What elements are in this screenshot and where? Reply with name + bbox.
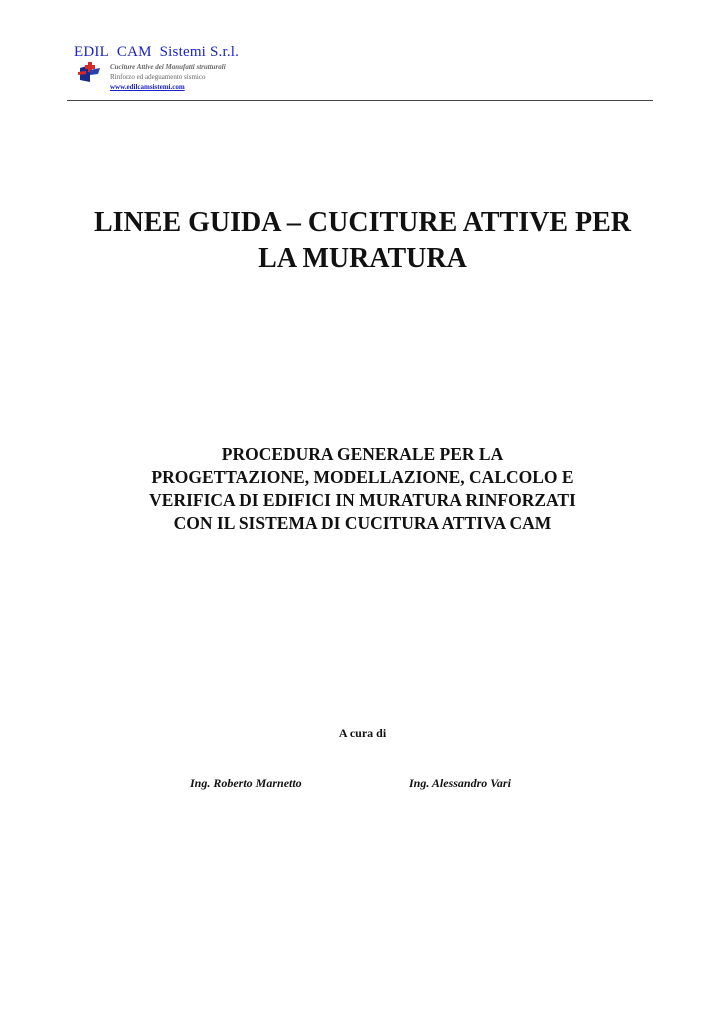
letterhead-details <box>110 62 226 92</box>
edil-cam-logo-icon <box>76 62 102 84</box>
company-word: EDIL <box>74 44 109 60</box>
document-title <box>0 205 725 277</box>
curated-by-label: A cura di <box>338 726 387 740</box>
header-divider <box>67 100 653 101</box>
document-subtitle <box>0 443 725 535</box>
website-link[interactable]: www.edilcamsistemi.com <box>110 83 185 91</box>
subtitle-line: VERIFICA DI EDIFICI IN MURATURA RINFORZATI <box>149 490 576 510</box>
company-word: Sistemi S.r.l. <box>159 44 240 60</box>
subtitle-line: CON IL SISTEMA DI CUCITURA ATTIVA CAM <box>173 513 552 533</box>
title-line: LINEE GUIDA – CUCITURE ATTIVE PER <box>93 207 632 238</box>
letterhead-tagline: Cuciture Attive dei Manufatti strutturali <box>110 63 226 71</box>
author-name: Ing. Alessandro Vari <box>409 776 511 790</box>
company-name <box>74 44 243 61</box>
subtitle-line: PROCEDURA GENERALE PER LA <box>221 444 504 464</box>
author-name: Ing. Roberto Marnetto <box>190 776 302 790</box>
letterhead-tagline-2: Rinforzo ed adeguamento sismico <box>110 73 206 81</box>
subtitle-line: PROGETTAZIONE, MODELLAZIONE, CALCOLO E <box>151 467 574 487</box>
company-word: CAM <box>116 44 152 60</box>
letterhead <box>74 44 243 91</box>
title-line: LA MURATURA <box>258 243 467 274</box>
